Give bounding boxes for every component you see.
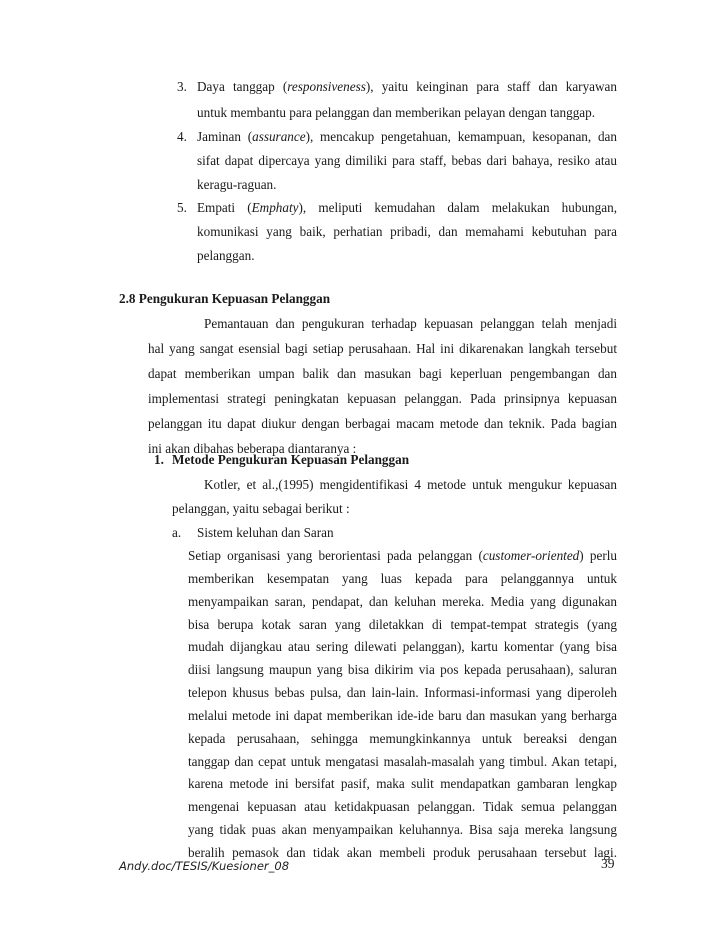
list-line: Daya tanggap (responsiveness), yaitu keinginan para staff dan karyawan [197,79,617,94]
list-line: keragu-raguan. [197,177,277,192]
list-line: sifat dapat dipercaya yang dimiliki para staff, bebas dari bahaya, resiko atau [197,153,617,168]
paragraph-line: melalui metode ini dapat memberikan ide-ide baru dan masukan yang berharga [188,708,617,723]
paragraph-line: pelanggan itu dapat diukur dengan berbagai macam metode dan teknik. Pada bagian [148,416,617,431]
paragraph-line: telepon khusus bebas pulsa, dan lain-lain. Informasi-informasi yang diperoleh [188,685,617,700]
paragraph-line: Setiap organisasi yang berorientasi pada pelanggan (customer-oriented) perlu [188,548,617,563]
paragraph-line: hal yang sangat esensial bagi setiap perusahaan. Hal ini dikarenakan langkah tersebut [148,341,617,356]
list-line: pelanggan. [197,248,255,263]
list-line: Empati (Emphaty), meliputi kemudahan dalam melakukan hubungan, [197,200,617,215]
list-line: Jaminan (assurance), mencakup pengetahuan, kemampuan, kesopanan, dan [197,129,617,144]
paragraph-line: implementasi strategi peningkatan kepuasan pelanggan. Pada prinsipnya kepuasan [148,391,617,406]
paragraph-line: kepada perusahaan, sehingga memungkinkannya untuk bereaksi dengan [188,731,617,746]
list-line: untuk membantu para pelanggan dan memberikan pelayan dengan tanggap. [197,105,596,120]
list-number: 5. [177,200,187,215]
item-label: a. [172,525,182,540]
page-number: 39 [601,856,615,871]
paragraph-line: karena metode ini bersifat pasif, maka sulit mendapatkan gambaran lengkap [188,776,617,791]
paragraph-line: Kotler, et al.,(1995) mengidentifikasi 4 metode untuk mengukur kepuasan [204,477,617,492]
paragraph-line: Pemantauan dan pengukuran terhadap kepuasan pelanggan telah menjadi [204,316,617,331]
paragraph-line: memberikan kesempatan yang luas kepada para pelanggannya untuk [188,571,617,586]
item-title: Sistem keluhan dan Saran [197,525,334,540]
subsection-heading: Metode Pengukuran Kepuasan Pelanggan [172,452,410,467]
section-heading: 2.8 Pengukuran Kepuasan Pelanggan [119,291,331,306]
paragraph-line: dapat memberikan umpan balik dan masukan bagi keperluan pengembangan dan [148,366,617,381]
paragraph-line: mengenai kepuasan atau ketidakpuasan pelanggan. Tidak semua pelanggan [188,799,617,814]
paragraph-line: beralih pemasok dan tidak akan membeli produk perusahaan tersebut lagi. [188,845,617,860]
paragraph-line: diisi langsung maupun yang bisa dikirim via pos kepada perusahaan), saluran [188,662,617,677]
list-line: komunikasi yang baik, perhatian pribadi, dan memahami kebutuhan para [197,224,617,239]
paragraph-line: tanggap dan cepat untuk mengatasi masalah-masalah yang timbul. Akan tetapi, [188,754,617,769]
paragraph-line: mudah dijangkau atau sering dilewati pelanggan), kartu komentar (yang bisa [188,639,617,654]
paragraph-line: yang tidak puas akan menyampaikan keluhannya. Bisa saja mereka langsung [188,822,617,837]
list-item [197,74,617,100]
footer-source: Andy.doc/TESIS/Kuesioner_08 [119,859,290,873]
paragraph-line: bisa berupa kotak saran yang diletakkan di tempat-tempat strategis (yang [188,617,617,632]
list-number: 4. [177,129,187,144]
list-number: 3. [177,79,187,94]
paragraph-line: ini akan dibahas beberapa diantaranya : [148,441,357,456]
paragraph-line: menyampaikan saran, pendapat, dan keluhan mereka. Media yang digunakan [188,594,617,609]
paragraph-line: pelanggan, yaitu sebagai berikut : [172,501,350,516]
subsection-number: 1. [154,452,164,467]
